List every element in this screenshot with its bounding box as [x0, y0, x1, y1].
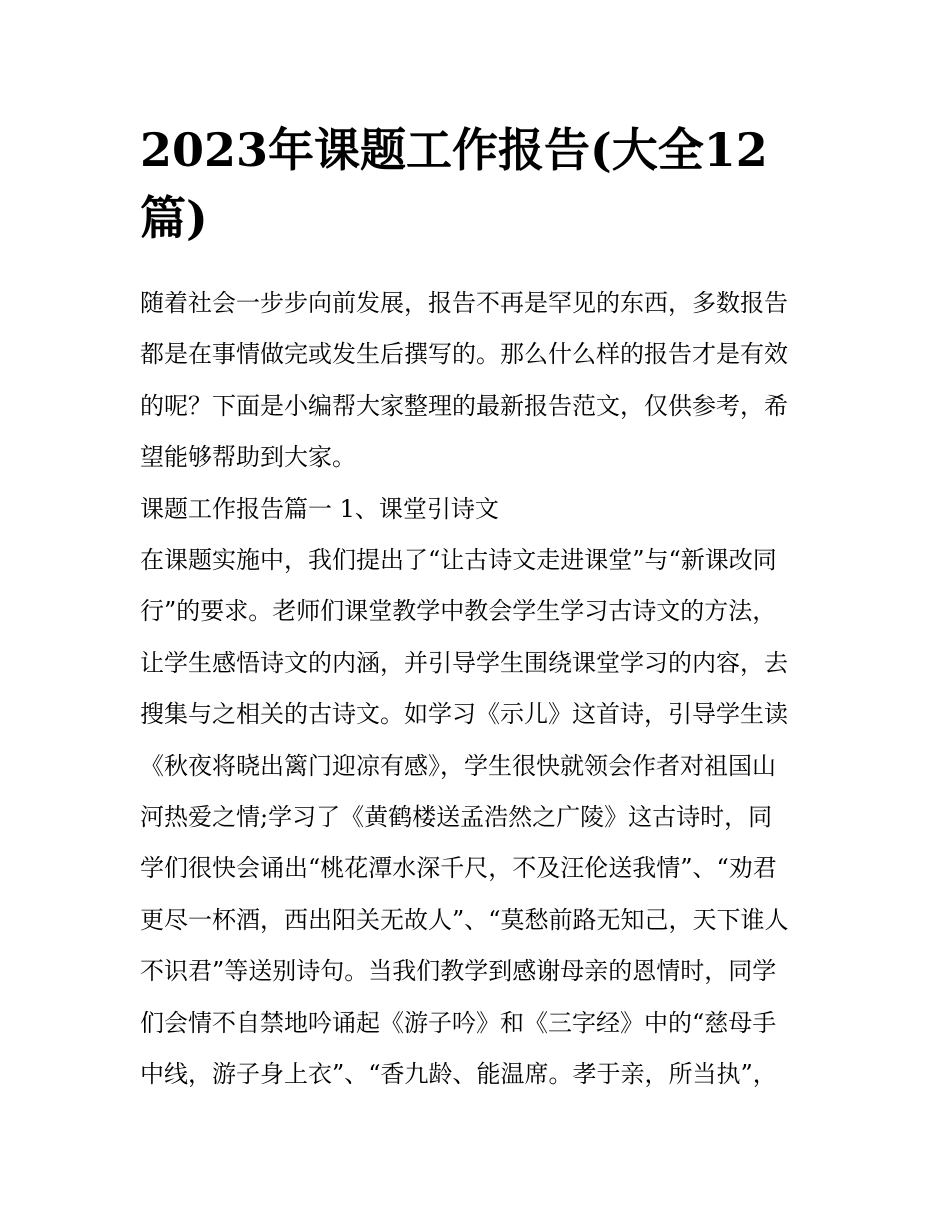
title-line-1: 2023年课题工作报告(大全12	[140, 123, 768, 177]
body-line: 都是在事情做完或发生后撰写的。那么什么样的报告才是有效	[140, 340, 788, 369]
body-line: 《秋夜将晓出篱门迎凉有感》，学生很快就领会作者对祖国山	[140, 751, 776, 780]
body-line: 望能够帮助到大家。	[140, 443, 356, 472]
body-line: 让学生感悟诗文的内涵，并引导学生围绕课堂学习的内容，去	[140, 648, 788, 677]
body-line: 搜集与之相关的古诗文。如学习《示儿》这首诗，引导学生读	[140, 700, 788, 729]
body-line: 中线，游子身上衣”、“香九龄、能温席。孝于亲，所当执”，	[140, 1060, 777, 1089]
document-title	[140, 116, 800, 252]
title-line-2: 篇)	[140, 191, 208, 245]
body-line: 学们很快会诵出“桃花潭水深千尺，不及汪伦送我情”、“劝君	[140, 854, 777, 883]
body-line: 在课题实施中，我们提出了“让古诗文走进课堂”与“新课改同	[140, 546, 777, 575]
section-heading: 课题工作报告篇一 1、课堂引诗文	[140, 494, 499, 523]
body-line: 不识君”等送别诗句。当我们教学到感谢母亲的恩情时，同学	[140, 957, 777, 986]
body-line: 行”的要求。老师们课堂教学中教会学生学习古诗文的方法，	[140, 597, 777, 626]
body-line: 河热爱之情;学习了《黄鹤楼送孟浩然之广陵》这古诗时，同	[140, 803, 773, 832]
body-line: 随着社会一步步向前发展，报告不再是罕见的东西，多数报告	[140, 289, 788, 317]
body-line: 们会情不自禁地吟诵起《游子吟》和《三字经》中的“慈母手	[140, 1008, 777, 1037]
document-body	[140, 278, 820, 1101]
body-line: 更尽一杯酒，西出阳关无故人”、“莫愁前路无知己，天下谁人	[140, 905, 789, 934]
body-line: 的呢？下面是小编帮大家整理的最新报告范文，仅供参考，希	[140, 391, 788, 420]
